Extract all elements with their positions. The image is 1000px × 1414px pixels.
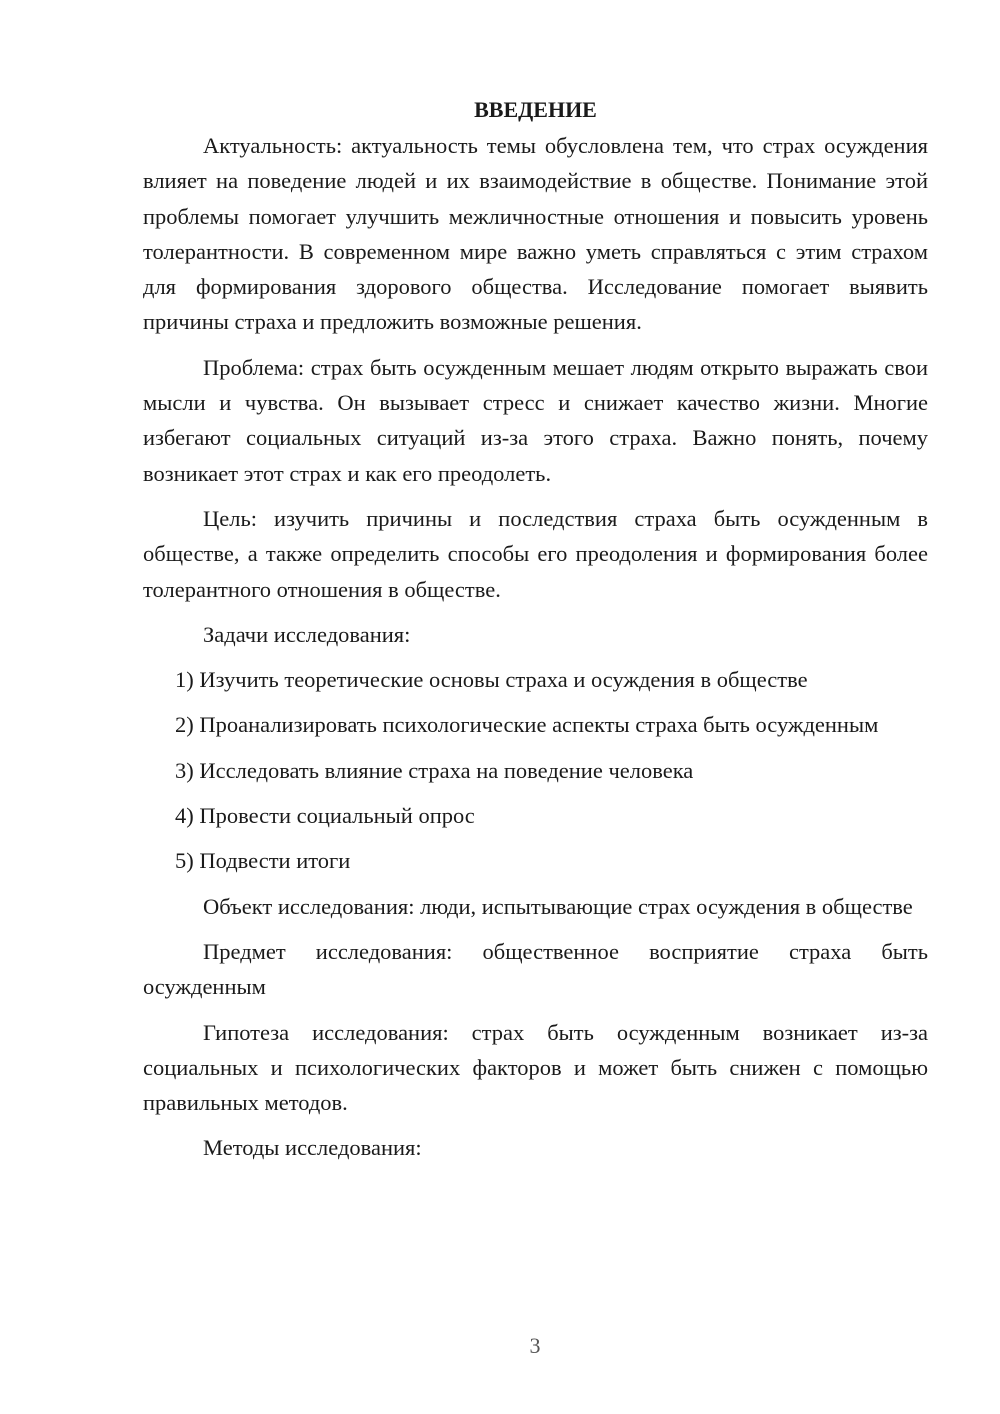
section-title: ВВЕДЕНИЕ — [474, 97, 597, 122]
paragraph-hypothesis: Гипотеза исследования: страх быть осужденным возникает из-за социальных и психологических факторов и может быть снижен с помощью правильных методов. — [143, 1019, 928, 1116]
paragraph-subject: Предмет исследования: общественное восприятие страха быть осужденным — [143, 938, 928, 1000]
task-item-2: 2) Проанализировать психологические аспекты страха быть осужденным — [175, 712, 879, 738]
paragraph-object: Объект исследования: люди, испытывающие страх осуждения в обществе — [203, 893, 913, 919]
page-number: 3 — [529, 1333, 541, 1358]
task-item-5: 5) Подвести итоги — [175, 848, 351, 874]
paragraph-goal: Цель: изучить причины и последствия страха быть осужденным в обществе, а также определить способы его преодоления и формирования более толерантного отношения в обществе. — [143, 505, 928, 602]
paragraph-problem: Проблема: страх быть осужденным мешает людям открыто выражать свои мысли и чувства. Он вызывает стресс и снижает качество жизни. Многие избегают социальных ситуаций из-за этого страха. Важно понять, почему возникает этот страх и как его преодолеть. — [143, 354, 928, 486]
methods-heading: Методы исследования: — [203, 1135, 422, 1161]
paragraph-relevance: Актуальность: актуальность темы обусловлена тем, что страх осуждения влияет на поведение людей и их взаимодействие в обществе. Понимание этой проблемы помогает улучшить межличностные отношения и повысить уровень толерантности. В современном мире важно уметь справляться с этим страхом для формирования здорового общества. Исследование помогает выявить причины страха и предложить возможные решения. — [143, 133, 928, 335]
tasks-heading: Задачи исследования: — [203, 621, 411, 647]
task-item-1: 1) Изучить теоретические основы страха и осуждения в обществе — [175, 667, 808, 693]
task-item-3: 3) Исследовать влияние страха на поведение человека — [175, 757, 694, 783]
document-page — [143, 92, 928, 1176]
task-item-4: 4) Провести социальный опрос — [175, 803, 475, 829]
